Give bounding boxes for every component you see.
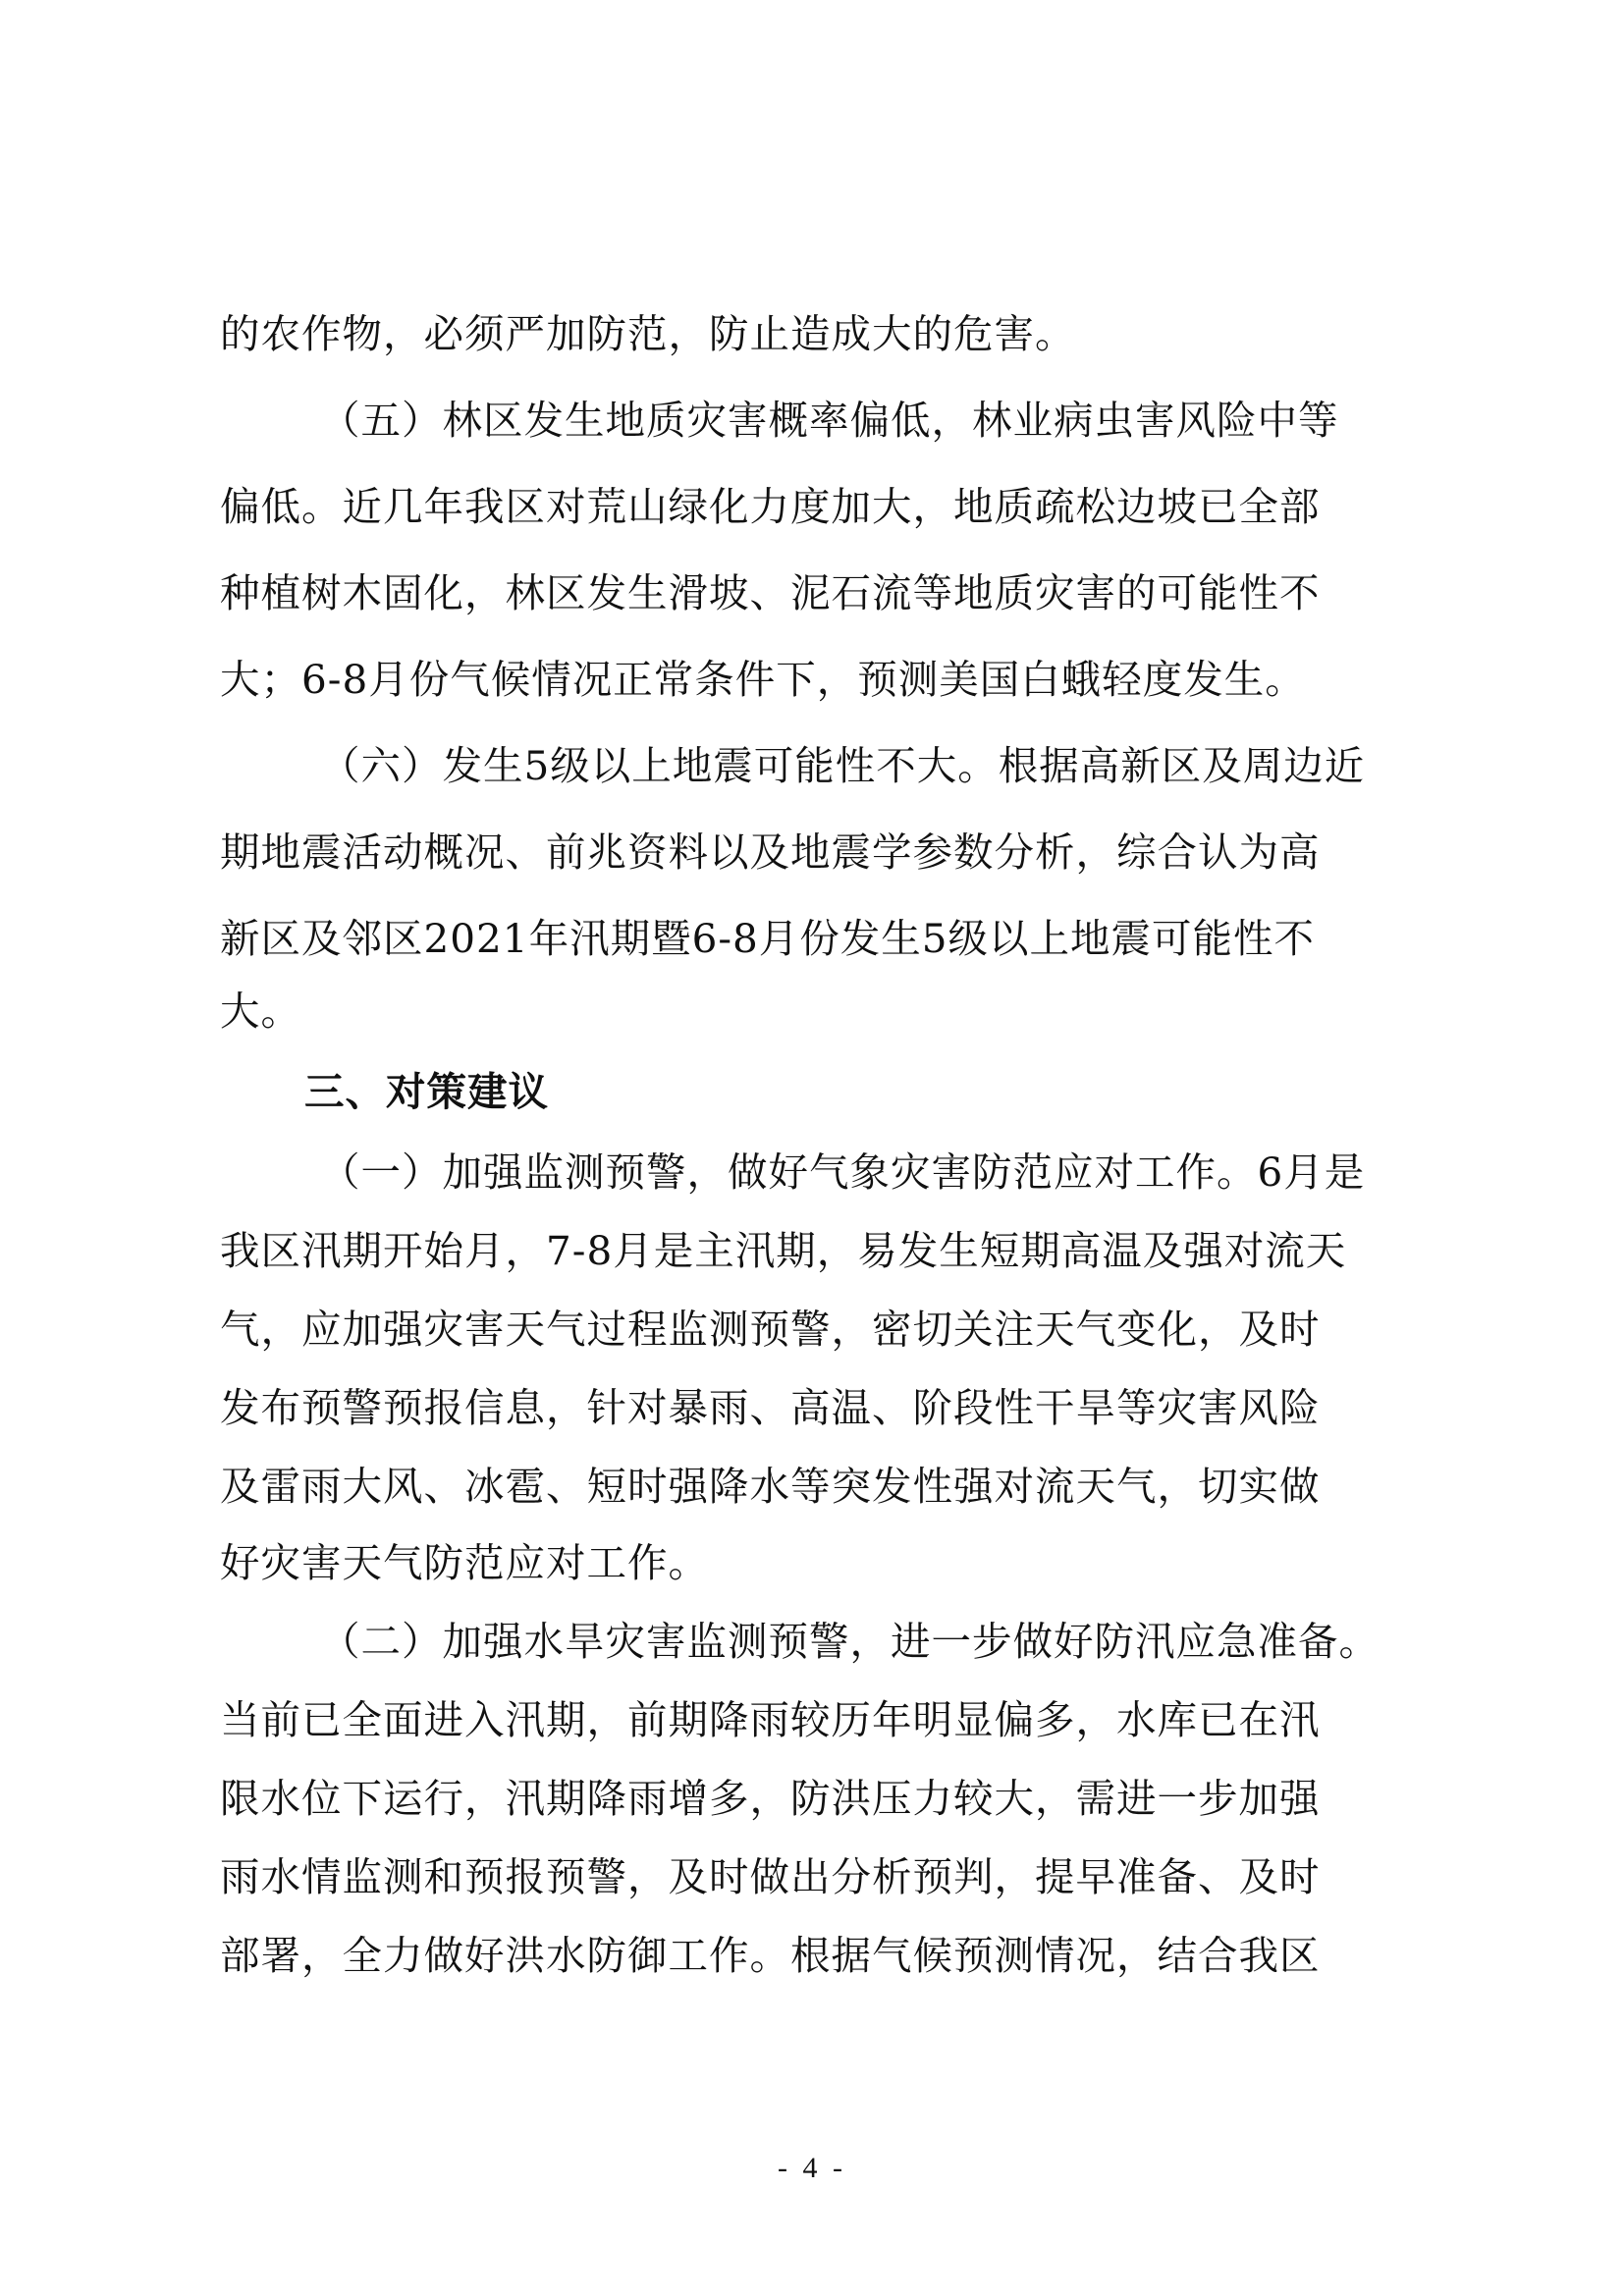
page-number: - 4 - <box>778 2152 846 2184</box>
body-text-line: 种植树木固化，林区发生滑坡、泥石流等地质灾害的可能性不 <box>220 569 1321 616</box>
body-text-line: 我区汛期开始月，7-8月是主汛期，易发生短期高温及强对流天 <box>220 1227 1347 1274</box>
body-text-line: 限水位下运行，汛期降雨增多，防洪压力较大，需进一步加强 <box>220 1775 1321 1822</box>
body-text-line: 大。 <box>220 988 301 1035</box>
body-text-line: 偏低。近几年我区对荒山绿化力度加大，地质疏松边坡已全部 <box>220 483 1321 530</box>
body-text-line: 部署，全力做好洪水防御工作。根据气候预测情况，结合我区 <box>220 1932 1321 1979</box>
body-text-line: 期地震活动概况、前兆资料以及地震学参数分析，综合认为高 <box>220 828 1321 876</box>
body-text-line: 新区及邻区2021年汛期暨6-8月份发生5级以上地震可能性不 <box>220 915 1316 962</box>
body-text-line: 气，应加强灾害天气过程监测预警，密切关注天气变化，及时 <box>220 1306 1321 1353</box>
body-text-line: （二）加强水旱灾害监测预警，进一步做好防汛应急准备。 <box>320 1618 1380 1665</box>
body-text-line: 雨水情监测和预报预警，及时做出分析预判，提早准备、及时 <box>220 1853 1321 1900</box>
body-text-line: 大；6-8月份气候情况正常条件下，预测美国白蛾轻度发生。 <box>220 656 1306 703</box>
body-text-line: （一）加强监测预警，做好气象灾害防范应对工作。6月是 <box>320 1148 1366 1196</box>
body-text-line: 发布预警预报信息，针对暴雨、高温、阶段性干旱等灾害风险 <box>220 1384 1321 1431</box>
body-text-line: 好灾害天气防范应对工作。 <box>220 1539 709 1586</box>
body-text-line: 的农作物，必须严加防范，防止造成大的危害。 <box>220 310 1076 357</box>
section-heading: 三、对策建议 <box>304 1068 549 1115</box>
body-text-line: 及雷雨大风、冰雹、短时强降水等突发性强对流天气，切实做 <box>220 1463 1321 1510</box>
body-text-line: （六）发生5级以上地震可能性不大。根据高新区及周边近 <box>320 742 1366 789</box>
body-text-line: 当前已全面进入汛期，前期降雨较历年明显偏多，水库已在汛 <box>220 1696 1321 1743</box>
body-text-line: （五）林区发生地质灾害概率偏低，林业病虫害风险中等 <box>320 397 1339 444</box>
